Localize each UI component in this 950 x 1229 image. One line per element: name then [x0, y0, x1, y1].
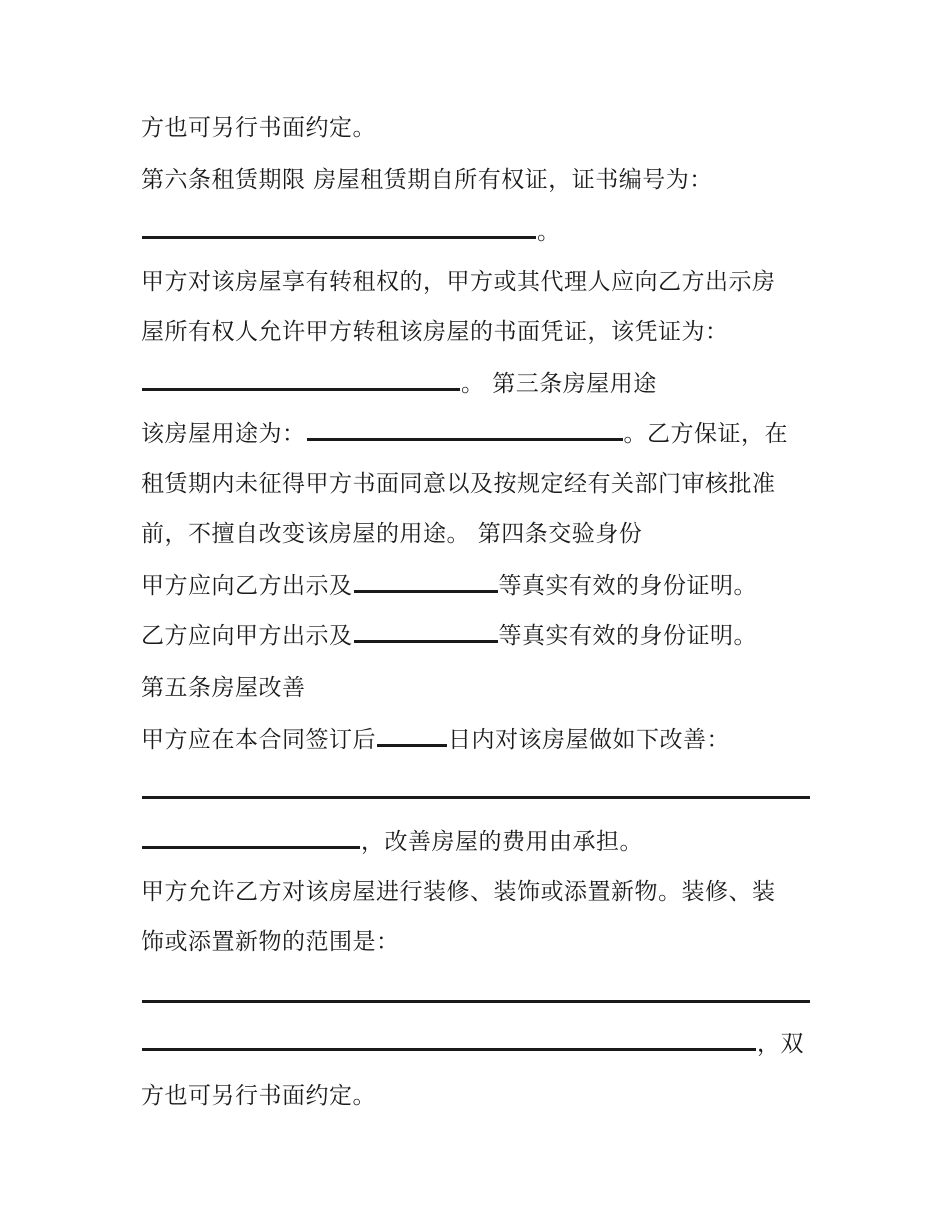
line-text: 第六条租赁期限 房屋租赁期自所有权证，证书编号为：	[141, 167, 713, 193]
text-line	[141, 366, 821, 402]
fill-in-blank[interactable]	[354, 580, 498, 593]
article-five-heading	[141, 670, 821, 706]
line-text: ，双	[757, 1031, 804, 1057]
line-text: 方也可另行书面约定。	[141, 1083, 376, 1109]
line-text: 甲方应向乙方出示及	[141, 573, 353, 599]
text-line	[141, 1026, 821, 1062]
line-text: 甲方应在本合同签订后	[141, 727, 376, 753]
line-text: 前，不擅自改变该房屋的用途。 第四条交验身份	[141, 521, 643, 547]
fill-in-blank[interactable]	[142, 378, 460, 391]
line-text: 。	[537, 219, 561, 245]
line-text: 等真实有效的身份证明。	[498, 573, 757, 599]
fill-in-blank[interactable]	[142, 786, 810, 799]
text-line	[141, 110, 821, 146]
text-line	[141, 516, 821, 552]
text-line	[141, 978, 821, 1014]
fill-in-blank[interactable]	[307, 428, 623, 441]
line-text: 屋所有权人允许甲方转租该房屋的书面凭证，该凭证为：	[141, 319, 729, 345]
line-text: 乙方应向甲方出示及	[141, 623, 353, 649]
line-text: 该房屋用途为：	[141, 421, 306, 447]
text-line	[141, 1078, 821, 1114]
text-line	[141, 466, 821, 502]
text-line	[141, 722, 821, 758]
text-line	[141, 314, 821, 350]
fill-in-blank[interactable]	[354, 630, 498, 643]
line-text: 。 第三条房屋用途	[461, 371, 657, 397]
line-text: 饰或添置新物的范围是：	[141, 929, 400, 955]
fill-in-blank[interactable]	[142, 990, 810, 1003]
text-line	[141, 924, 821, 960]
line-text: 租赁期内未征得甲方书面同意以及按规定经有关部门审核批准	[141, 471, 776, 497]
line-text: 。乙方保证，在	[623, 421, 788, 447]
line-text: 甲方允许乙方对该房屋进行装修、装饰或添置新物。装修、装	[141, 879, 776, 905]
line-text: 第五条房屋改善	[141, 675, 306, 701]
text-line	[141, 774, 821, 810]
line-text: 甲方对该房屋享有转租权的，甲方或其代理人应向乙方出示房	[141, 269, 776, 295]
text-line	[141, 264, 821, 300]
line-text: 日内对该房屋做如下改善：	[448, 727, 730, 753]
article-six-heading	[141, 162, 821, 198]
text-line	[141, 618, 821, 654]
text-line	[141, 214, 821, 250]
text-line	[141, 416, 821, 452]
text-line	[141, 824, 821, 860]
fill-in-blank[interactable]	[142, 836, 360, 849]
text-line	[141, 568, 821, 604]
fill-in-blank[interactable]	[377, 734, 447, 747]
fill-in-blank[interactable]	[142, 226, 536, 239]
line-text: 等真实有效的身份证明。	[498, 623, 757, 649]
line-text: ，改善房屋的费用由承担。	[361, 829, 643, 855]
text-line	[141, 874, 821, 910]
fill-in-blank[interactable]	[142, 1038, 756, 1051]
line-text: 方也可另行书面约定。	[141, 115, 376, 141]
